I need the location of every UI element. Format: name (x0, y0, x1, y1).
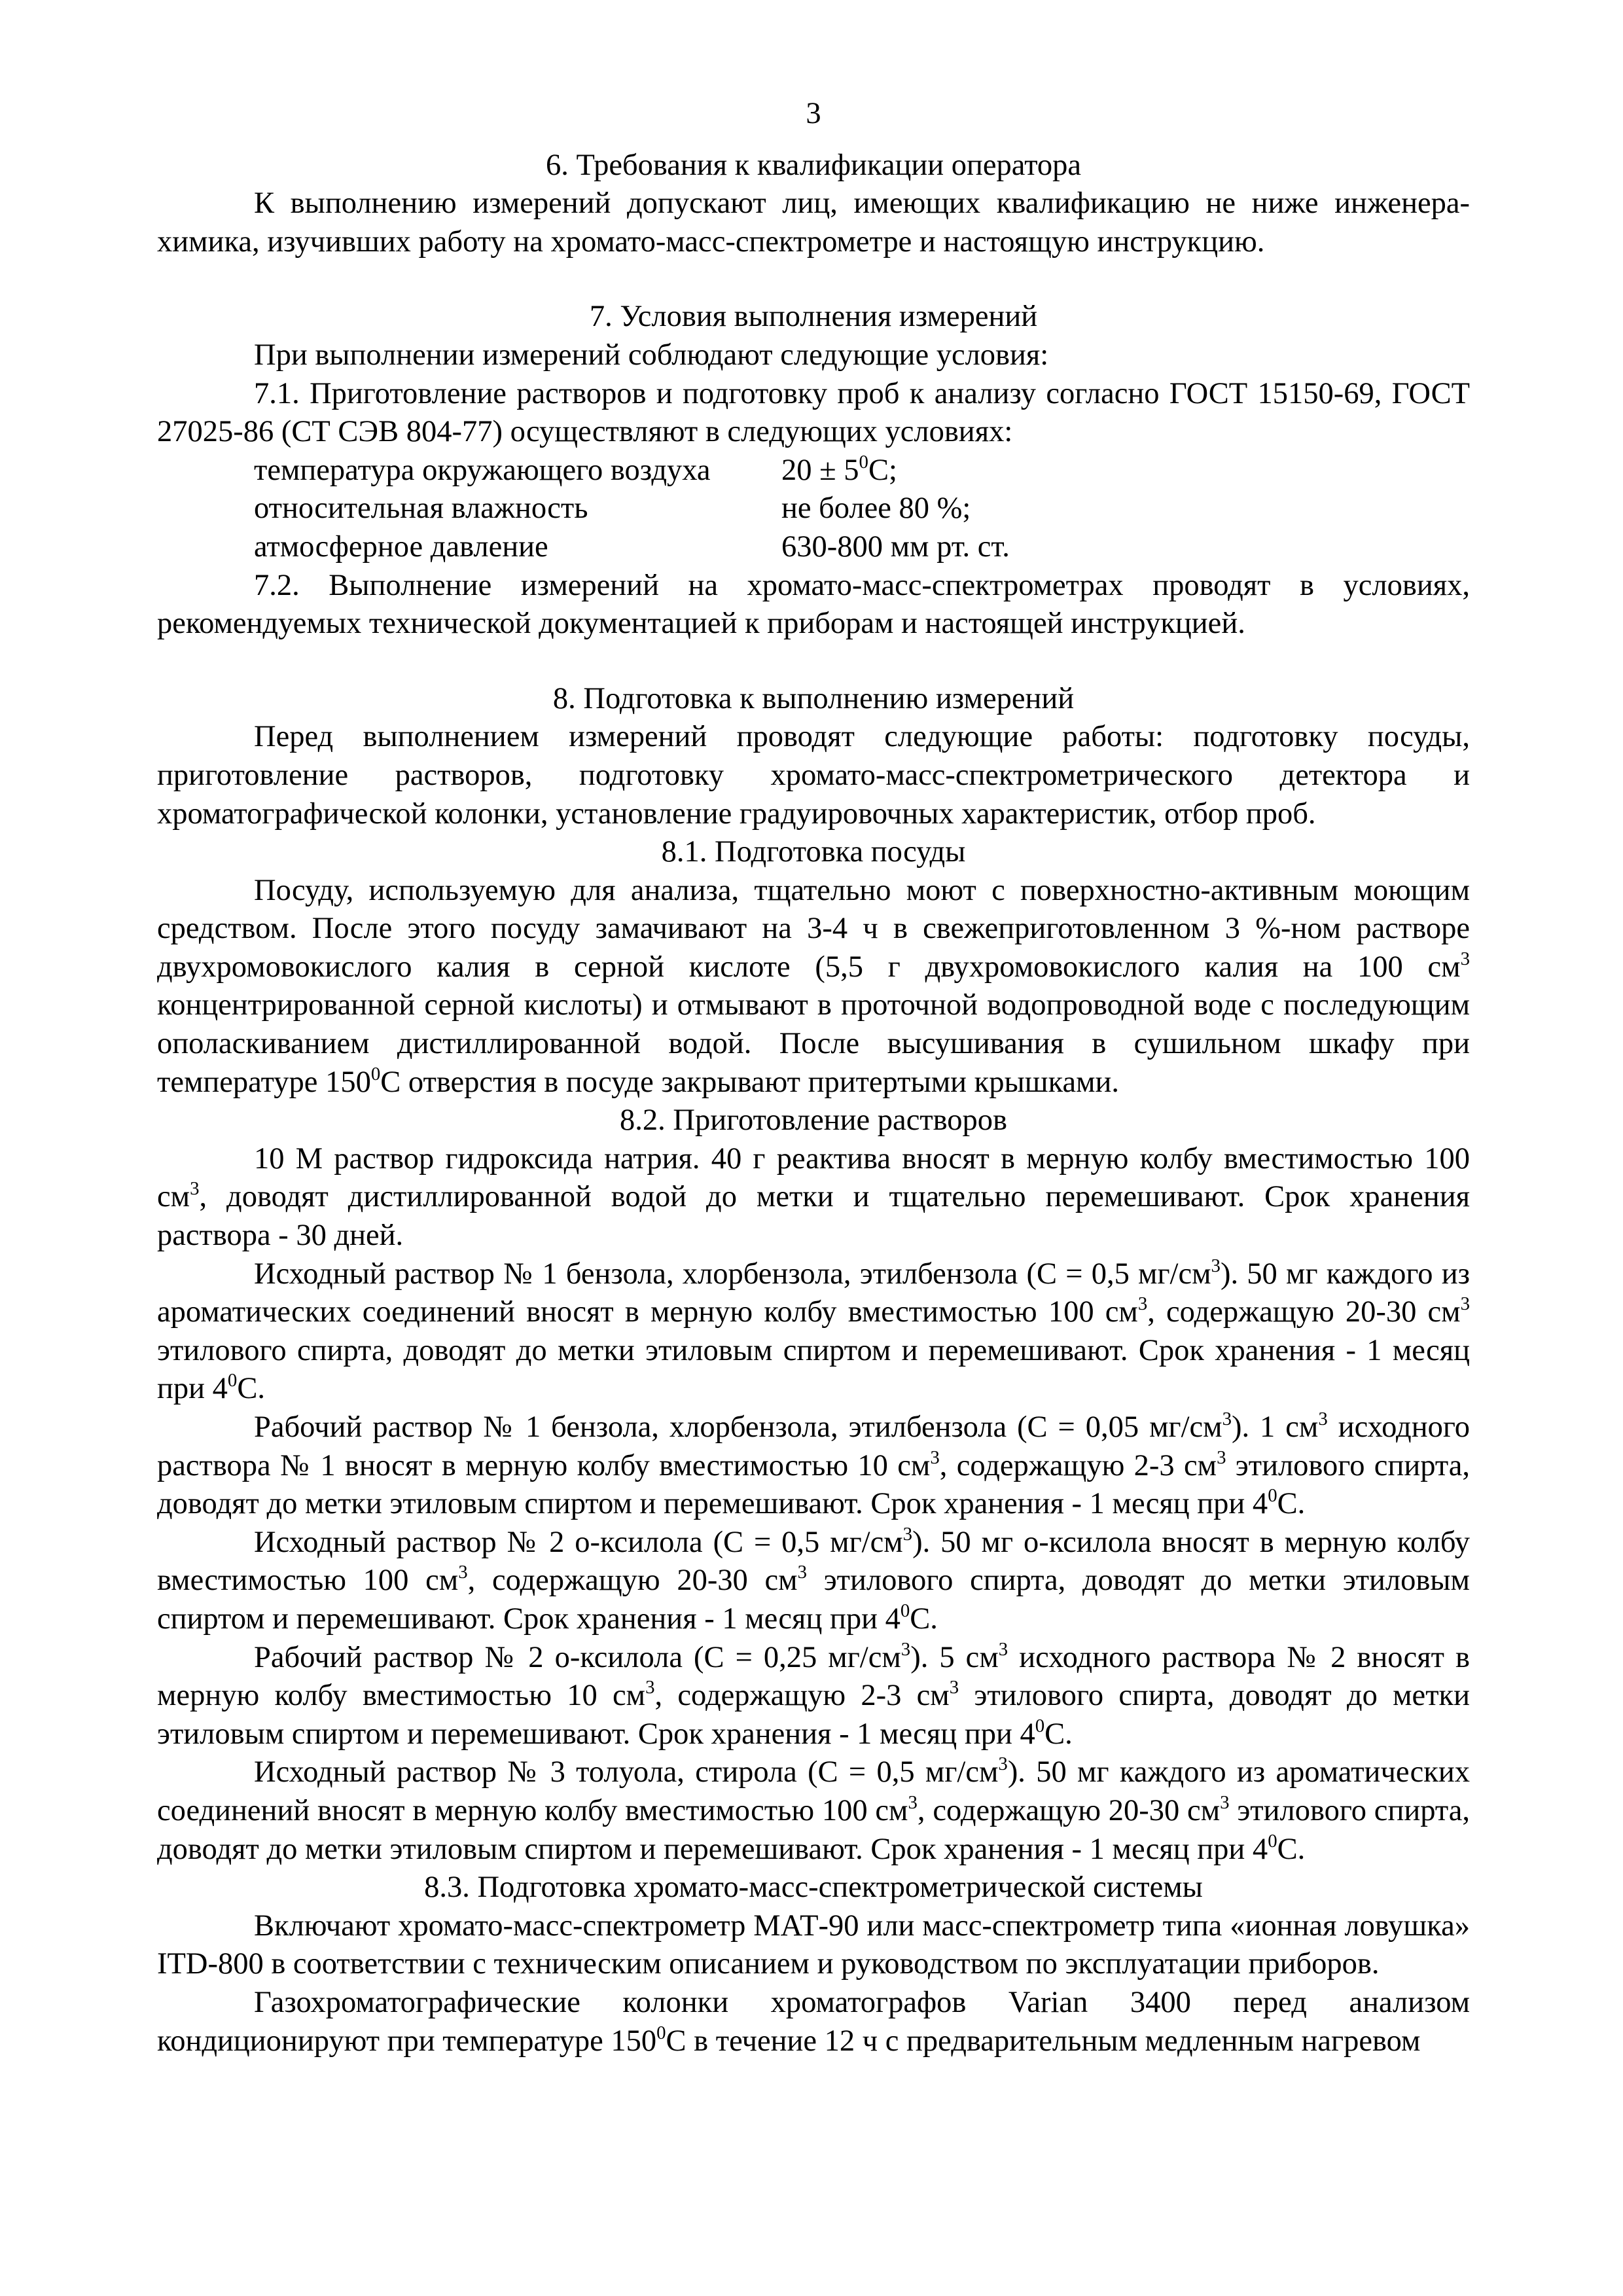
condition-value: не более 80 %; (781, 492, 971, 526)
condition-value: $20 \pm 5^0С$; (781, 451, 897, 487)
paragraph-working-solution-1: Рабочий раствор № 1 бензола, хлорбензола, этилбензола (С = 0,05 $мг/см^3$). 1 $см^3$ исходного раствора № 1 вносят в мерную колбу вместимостью 10 $см^3$, содержащую 2-3 $см^3$ этилового спирта, доводят до метки этиловым спиртом и перемешивают. Срок хранения - 1 месяц при $4^0С$. (157, 1408, 1470, 1521)
condition-label: относительная влажность (254, 492, 588, 526)
condition-row-temperature (254, 452, 1470, 490)
section-6-paragraph: К выполнению измерений допускают лиц, имеющих квалификацию не ниже инженера-химика, изучивших работу на хромато-масс-спектрометре и настоящую инструкцию. (157, 187, 1470, 259)
condition-value: 630-800 мм рт. ст. (781, 529, 1010, 564)
paragraph-working-solution-2: Рабочий раствор № 2 о-ксилола (С = 0,25 $мг/см^3$). 5 $см^3$ исходного раствора № 2 вносят в мерную колбу вместимостью 10 $см^3$, содержащую 2-3 $см^3$ этилового спирта, доводят до метки этиловым спиртом и перемешивают. Срок хранения - 1 месяц при $4^0С$. (157, 1638, 1470, 1751)
section-6-title: 6. Требования к квалификации оператора (545, 148, 1082, 182)
condition-label: температура окружающего воздуха (254, 453, 711, 487)
page-content (157, 95, 1470, 2060)
paragraph-naoh: 10 М раствор гидроксида натрия. 40 г реактива вносят в мерную колбу вместимостью 100 $см^3$, доводят дистиллированной водой до метки и тщательно перемешивают. Срок хранения раствора - 30 дней. (157, 1141, 1470, 1253)
section-8-3-paragraph-1: Включают хромато-масс-спектрометр МАТ-90 или масс-спектрометр типа «ионная ловушка» ITD-800 в соответствии с техническим описанием и руководством по эксплуатации приборов. (157, 1909, 1470, 1981)
section-8-2-title: 8.2. Приготовление растворов (619, 1103, 1007, 1138)
spacer (157, 261, 1470, 298)
paragraph-stock-solution-1: Исходный раствор № 1 бензола, хлорбензола, этилбензола (С = 0,5 $мг/см^3$). 50 мг каждого из ароматических соединений вносят в мерную колбу вместимостью 100 $см^3$, содержащую 20-30 $см^3$ этилового спирта, доводят до метки этиловым спиртом и перемешивают. Срок хранения - 1 месяц при $4^0С$. (157, 1255, 1470, 1406)
section-7-intro: При выполнении измерений соблюдают следующие условия: (254, 338, 1049, 372)
section-7-title: 7. Условия выполнения измерений (589, 300, 1038, 334)
section-7-2-paragraph: 7.2. Выполнение измерений на хромато-масс-спектрометрах проводят в условиях, рекомендуемых технической документацией к приборам и настоящей инструкцией. (157, 568, 1470, 641)
page-number: 3 (806, 97, 821, 130)
spacer (157, 643, 1470, 680)
condition-row-humidity (254, 490, 1470, 528)
section-7-1-paragraph: 7.1. Приготовление растворов и подготовку проб к анализу согласно ГОСТ 15150-69, ГОСТ 27025-86 (СТ СЭВ 804-77) осуществляют в следующих условиях: (157, 376, 1470, 449)
section-8-paragraph: Перед выполнением измерений проводят следующие работы: подготовку посуды, приготовление растворов, подготовку хромато-масс-спектрометрического детектора и хроматографической колонки, установление градуировочных характеристик, отбор проб. (157, 720, 1470, 831)
condition-row-pressure (254, 528, 1470, 567)
condition-label: атмосферное давление (254, 529, 548, 564)
section-8-3-paragraph-2: Газохроматографические колонки хроматографов Varian 3400 перед анализом кондиционируют при температуре $150^0С$ в течение 12 ч с предварительным медленным нагревом (157, 1985, 1470, 2058)
section-8-1-paragraph: Посуду, используемую для анализа, тщательно моют с поверхностно-активным моющим средством. После этого посуду замачивают на 3-4 ч в свежеприготовленном 3 %-ном растворе двухромовокислого калия в серной кислоте (5,5 г двухромовокислого калия на 100 $см^3$ концентрированной серной кислоты) и отмывают в проточной водопроводной воде с последующим ополаскиванием дистиллированной водой. После высушивания в сушильном шкафу при температуре $150^0С$ отверстия в посуде закрывают притертыми крышками. (157, 873, 1470, 1099)
paragraph-stock-solution-3: Исходный раствор № 3 толуола, стирола (С = 0,5 $мг/см^3$). 50 мг каждого из ароматических соединений вносят в мерную колбу вместимостью 100 $см^3$, содержащую 20-30 $см^3$ этилового спирта, доводят до метки этиловым спиртом и перемешивают. Срок хранения - 1 месяц при $4^0С$. (157, 1753, 1470, 1866)
section-8-1-title: 8.1. Подготовка посуды (661, 835, 966, 869)
section-8-3-title: 8.3. Подготовка хромато-масс-спектрометрической системы (424, 1871, 1203, 1905)
section-8-title: 8. Подготовка к выполнению измерений (552, 681, 1075, 715)
paragraph-stock-solution-2: Исходный раствор № 2 о-ксилола (С = 0,5 $мг/см^3$). 50 мг о-ксилола вносят в мерную колбу вместимостью 100 $см^3$, содержащую 20-30 $см^3$ этилового спирта, доводят до метки этиловым спиртом и перемешивают. Срок хранения - 1 месяц при $4^0С$. (157, 1523, 1470, 1636)
